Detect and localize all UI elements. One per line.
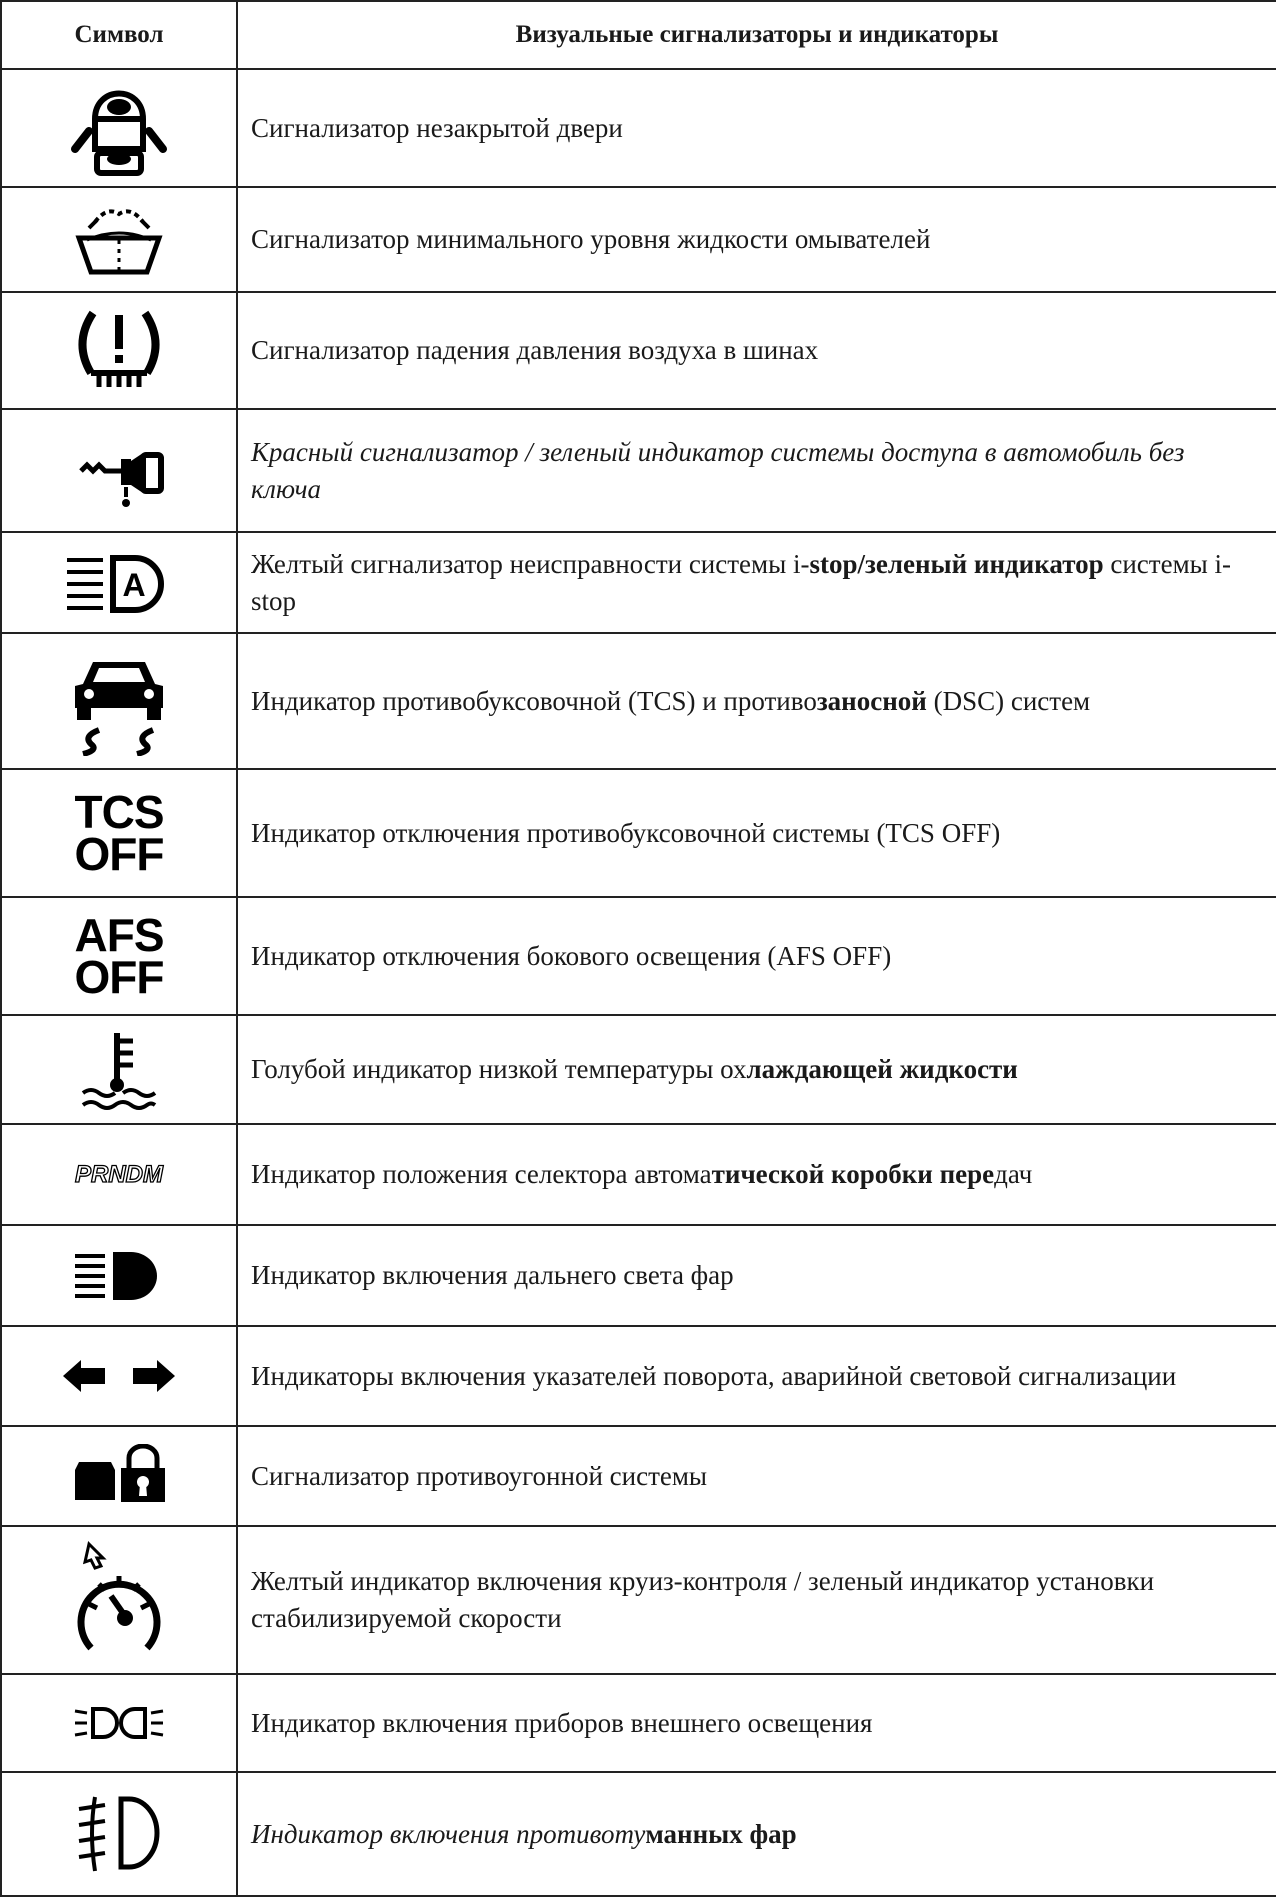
keyless-entry-icon — [69, 431, 169, 511]
row-description: Желтый индикатор включения круиз-контроля / зеленый индикатор установки стабилизируемой скорости — [237, 1526, 1276, 1674]
table-row — [1, 1772, 1276, 1896]
coolant-temp-icon — [69, 1027, 169, 1113]
row-description: Индикатор включения приборов внешнего освещения — [237, 1674, 1276, 1772]
i-stop-icon — [63, 548, 175, 618]
high-beam-icon — [69, 1246, 169, 1306]
row-description: Индикатор противобуксовочной (TCS) и противозаносной (DSC) систем — [237, 633, 1276, 769]
tire-pressure-icon — [69, 303, 169, 399]
column-header-description: Визуальные сигнализаторы и индикаторы — [237, 1, 1276, 69]
row-description: Сигнализатор противоугонной системы — [237, 1426, 1276, 1526]
gear-selector-icon: PRNDM — [75, 1160, 163, 1188]
tcs-off-icon: TCS OFF — [74, 786, 164, 880]
table-row — [1, 1225, 1276, 1326]
table-row — [1, 769, 1276, 897]
cruise-control-icon — [69, 1540, 169, 1660]
table-row — [1, 1124, 1276, 1225]
svg-text:A: A — [122, 566, 146, 603]
table-row — [1, 69, 1276, 187]
washer-fluid-icon — [69, 200, 169, 280]
row-description: Красный сигнализатор / зеленый индикатор системы доступа в автомобиль без ключа — [237, 409, 1276, 532]
row-description: Индикатор положения селектора автоматической коробки передач — [237, 1124, 1276, 1225]
table-row — [1, 187, 1276, 292]
table-row — [1, 1426, 1276, 1526]
table-row — [1, 1526, 1276, 1674]
row-description: Голубой индикатор низкой температуры охлаждающей жидкости — [237, 1015, 1276, 1124]
row-description: Индикатор включения противотуманных фар — [237, 1772, 1276, 1896]
row-description: Индикатор отключения бокового освещения (AFS OFF) — [237, 897, 1276, 1015]
skid-car-icon — [69, 646, 169, 756]
row-description: Желтый сигнализатор неисправности системы i-stop/зеленый индикатор системы i-stop — [237, 532, 1276, 633]
table-row — [1, 409, 1276, 532]
row-description: Сигнализатор минимального уровня жидкости омывателей — [237, 187, 1276, 292]
row-description: Сигнализатор падения давления воздуха в шинах — [237, 292, 1276, 409]
table-row — [1, 1015, 1276, 1124]
exterior-lights-icon — [69, 1701, 169, 1745]
security-icon — [69, 1444, 169, 1508]
turn-signal-icon — [59, 1354, 179, 1398]
column-header-symbol: Символ — [1, 1, 237, 69]
table-header-row — [1, 1, 1276, 69]
row-description: Индикатор отключения противобуксовочной системы (TCS OFF) — [237, 769, 1276, 897]
row-description: Сигнализатор незакрытой двери — [237, 69, 1276, 187]
afs-off-icon: AFS OFF — [74, 909, 164, 1003]
fog-light-icon — [69, 1789, 169, 1879]
row-description: Индикатор включения дальнего света фар — [237, 1225, 1276, 1326]
table-row — [1, 897, 1276, 1015]
table-row — [1, 1674, 1276, 1772]
row-description: Индикаторы включения указателей поворота, аварийной световой сигнализации — [237, 1326, 1276, 1426]
table-row — [1, 532, 1276, 633]
door-ajar-icon — [69, 75, 169, 181]
table-row — [1, 633, 1276, 769]
table-row — [1, 1326, 1276, 1426]
table-row — [1, 292, 1276, 409]
